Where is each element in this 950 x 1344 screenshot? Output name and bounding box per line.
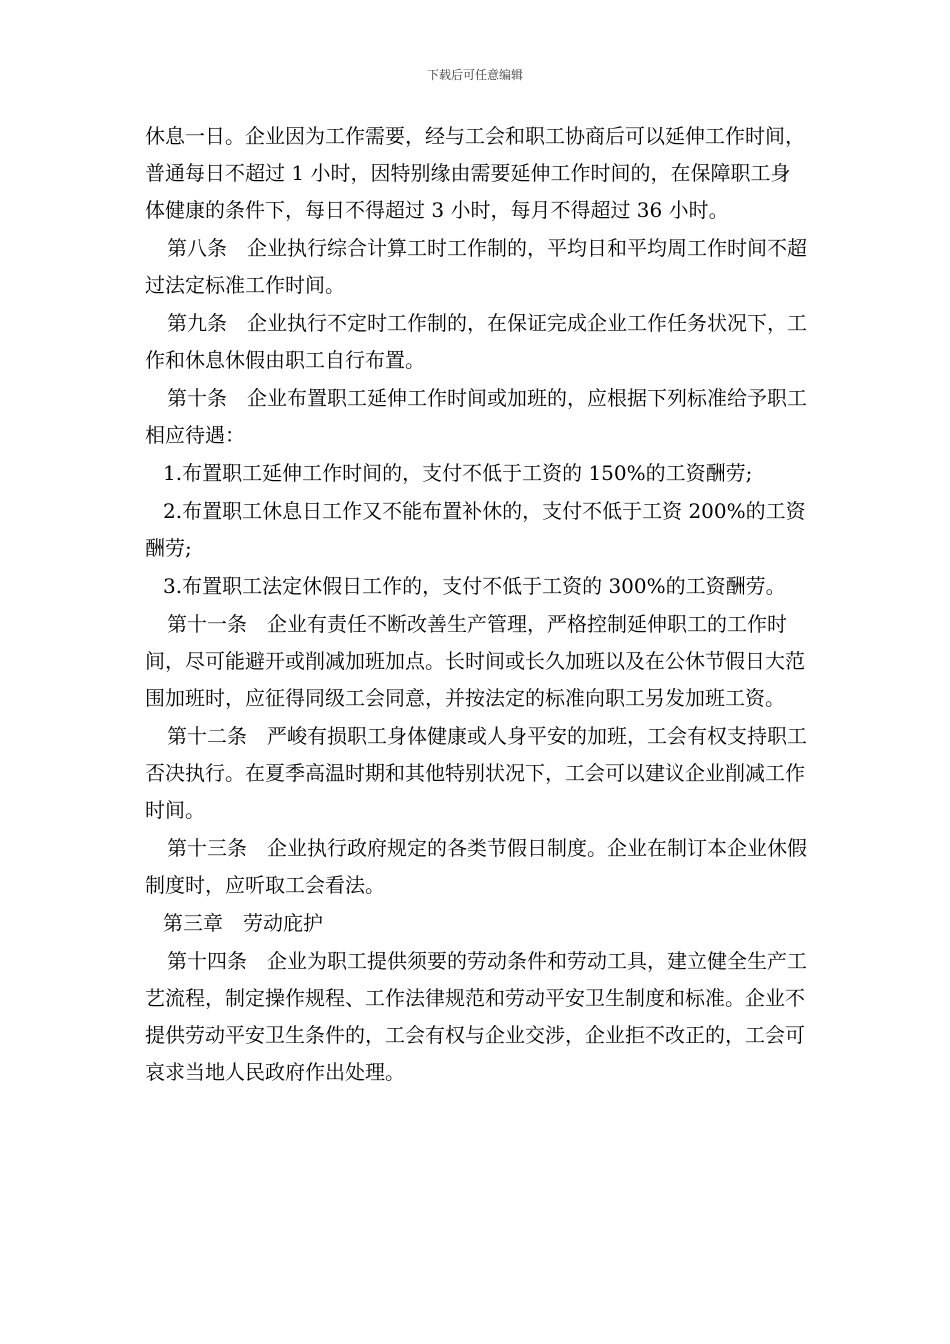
list-item-1: 1.布置职工延伸工作时间的，支付不低于工资的 150%的工资酬劳; bbox=[163, 461, 753, 485]
article-8: 第八条 企业执行综合计算工时工作制的，平均日和平均周工作时间不超过法定标准工作时间。 bbox=[145, 236, 807, 297]
article-10: 第十条 企业布置职工延伸工作时间或加班的，应根据下列标准给予职工相应待遇： bbox=[145, 386, 807, 447]
article-12: 第十二条 严峻有损职工身体健康或人身平安的加班，工会有权支持职工否决执行。在夏季高温时期和其他特别状况下，工会可以建议企业削减工作时间。 bbox=[145, 724, 807, 822]
list-item-2: 2.布置职工休息日工作又不能布置补休的，支付不低于工资 200%的工资酬劳; bbox=[145, 499, 806, 560]
document-body bbox=[145, 118, 810, 1092]
article-13: 第十三条 企业执行政府规定的各类节假日制度。企业在制订本企业休假制度时，应听取工会看法。 bbox=[145, 836, 807, 897]
paragraph-continuation: 休息一日。企业因为工作需要，经与工会和职工协商后可以延伸工作时间，普通每日不超过 1 小时，因特别缘由需要延伸工作时间的，在保障职工身体健康的条件下，每日不得超过 3 小时，每月不得超过 36 小时。 bbox=[145, 124, 805, 222]
chapter-3-heading: 第三章 劳动庇护 bbox=[163, 911, 323, 935]
article-9: 第九条 企业执行不定时工作制的，在保证完成企业工作任务状况下，工作和休息休假由职工自行布置。 bbox=[145, 311, 807, 372]
list-item-3: 3.布置职工法定休假日工作的，支付不低于工资的 300%的工资酬劳。 bbox=[163, 574, 786, 598]
article-14: 第十四条 企业为职工提供须要的劳动条件和劳动工具，建立健全生产工艺流程，制定操作规程、工作法律规范和劳动平安卫生制度和标准。企业不提供劳动平安卫生条件的，工会有权与企业交涉，企业拒不改正的，工会可哀求当地人民政府作出处理。 bbox=[145, 949, 807, 1084]
article-11: 第十一条 企业有责任不断改善生产管理，严格控制延伸职工的工作时间，尽可能避开或削减加班加点。长时间或长久加班以及在公休节假日大范围加班时，应征得同级工会同意，并按法定的标准向职工另发加班工资。 bbox=[145, 612, 805, 710]
page-header: 下载后可任意编辑 bbox=[426, 68, 523, 82]
